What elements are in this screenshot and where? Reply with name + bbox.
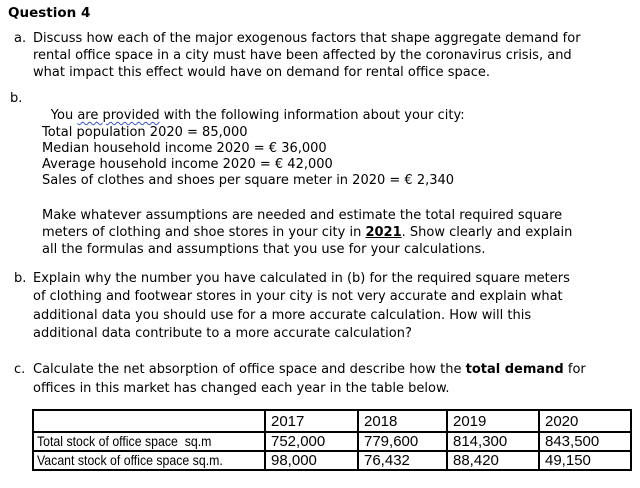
city-info-block [42,125,622,189]
item-a-text [33,30,625,81]
vacant-stock-2018: 76,432 [358,451,447,470]
total-stock-2018: 779,600 [358,432,447,451]
item-b2-line-4: additional data contribute to a more accurate calculation? [33,325,412,341]
vacant-stock-2017: 98,000 [265,451,358,470]
item-a-line-2: rental office space in a city must have been affected by the coronavirus crisis, and [33,48,572,63]
item-b1-prefix: You [50,108,78,123]
total-stock-2019: 814,300 [447,432,539,451]
header-cell-2017: 2017 [265,410,358,432]
table-row-total-stock [33,432,631,451]
assumptions-line-1: Make whatever assumptions are needed and estimate the total required square [42,208,563,223]
item-b2-line-2: of clothing and footwear stores in your city is not very accurate and explain what [33,289,563,305]
page-title: Question 4 [8,5,91,21]
header-cell-2018: 2018 [358,410,447,432]
assumptions-block [42,207,622,258]
total-demand-emphasis: total demand [465,362,564,377]
item-c-line-1-post: for [563,362,586,377]
row-label-total-stock-text: Total stock of office space sq.m [37,433,212,449]
row-label-vacant-stock-text: Vacant stock of office space sq.m. [37,452,223,468]
item-b2-line-3: additional data you should use for a more accurate calculation. How will this [33,307,532,323]
total-stock-2020: 843,500 [539,432,631,451]
vacant-stock-2020: 49,150 [539,451,631,470]
item-c-text [33,360,625,398]
item-a-line-1: Discuss how each of the major exogenous factors that shape aggregate demand for [33,31,581,46]
item-c-line-1-pre: Calculate the net absorption of office space and describe how the [33,362,466,377]
vacant-stock-2019: 88,420 [447,451,539,470]
item-c-marker: c. [14,362,26,377]
header-cell-empty [33,410,265,432]
item-b2-marker: b. [14,271,27,286]
info-line-population: Total population 2020 = 85,000 [42,125,248,140]
item-c-line-2: offices in this market has changed each year in the table below. [33,381,450,396]
header-cell-2019: 2019 [447,410,539,432]
grammar-squiggle-text: are provided [77,108,160,123]
row-label-vacant-stock [33,451,265,470]
assumptions-line-2-post: . Show clearly and explain [401,225,573,240]
item-b2-line-1: Explain why the number you have calculated in (b) for the required square meters [33,271,570,286]
header-cell-2020: 2020 [539,410,631,432]
total-stock-2017: 752,000 [265,432,358,451]
table-header-row [33,410,631,432]
info-line-average-income: Average household income 2020 = € 42,000 [42,157,333,172]
item-b2-text [33,270,625,343]
info-line-sales: Sales of clothes and shoes per square meter in 2020 = € 2,340 [42,173,455,188]
info-line-median-income: Median household income 2020 = € 36,000 [42,141,327,156]
row-label-total-stock [33,432,265,451]
office-space-table [32,409,632,471]
assumptions-line-2-pre: meters of clothing and shoe stores in your city in [42,225,366,240]
item-b1-marker: b. [10,91,23,106]
item-b1-suffix: with the following information about your city: [159,108,465,123]
assumptions-line-3: all the formulas and assumptions that you use for your calculations. [42,242,486,257]
table-row-vacant-stock [33,451,631,470]
item-a-marker: a. [14,31,27,46]
item-a-line-3: what impact this effect would have on demand for rental office space. [33,65,490,80]
year-2021-emphasis: 2021 [365,225,402,240]
item-c-line-1 [33,360,625,379]
assumptions-line-2 [42,224,622,241]
